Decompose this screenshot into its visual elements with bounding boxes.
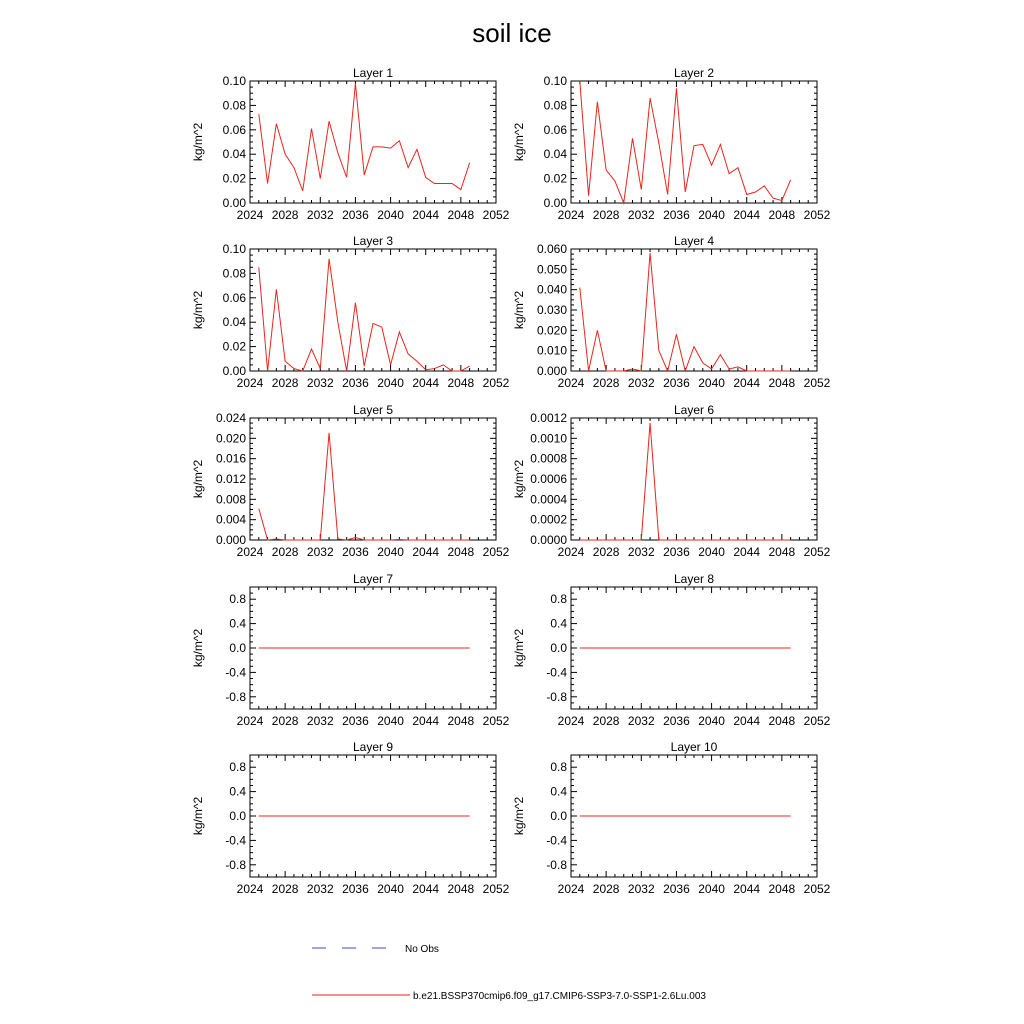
legend-label-model-run: b.e21.BSSP370cmip6.f09_g17.CMIP6-SSP3-7.0-SSP1-2.6Lu.003 [413, 991, 706, 1002]
y-tick-label: 0.8 [550, 592, 567, 607]
y-axis-label: kg/m^2 [512, 459, 526, 499]
x-tick-label: 2044 [412, 714, 440, 728]
x-tick-label: 2028 [592, 376, 620, 390]
y-tick-label: 0.00 [222, 196, 246, 210]
x-tick-label: 2036 [342, 714, 369, 728]
legend-label-no-obs: No Obs [405, 944, 439, 955]
x-tick-label: 2036 [663, 714, 690, 728]
y-tick-label: 0.4 [229, 616, 246, 631]
panels-grid [191, 66, 831, 896]
y-tick-label: 0.050 [536, 262, 567, 277]
x-tick-label: 2032 [627, 545, 655, 559]
x-tick-label: 2036 [342, 545, 369, 559]
y-tick-label: 0.4 [550, 616, 567, 631]
y-tick-label: 0.0 [550, 809, 567, 823]
x-tick-label: 2044 [412, 208, 440, 222]
y-tick-label: 0.08 [222, 266, 246, 281]
x-tick-label: 2036 [663, 208, 690, 222]
y-tick-label: -0.8 [225, 689, 246, 704]
x-tick-label: 2040 [698, 882, 725, 896]
y-axis-label: kg/m^2 [512, 628, 526, 668]
y-tick-label: 0.04 [222, 147, 246, 162]
x-tick-label: 2044 [733, 714, 761, 728]
x-tick-label: 2032 [627, 882, 655, 896]
y-tick-label: 0.000 [215, 533, 246, 547]
x-tick-label: 2052 [803, 545, 831, 559]
y-tick-label: 0.016 [215, 451, 246, 466]
x-tick-label: 2044 [733, 545, 761, 559]
x-tick-label: 2024 [557, 545, 585, 559]
series-line-model-run [259, 433, 470, 540]
x-tick-label: 2044 [733, 882, 761, 896]
y-tick-label: 0.0 [550, 641, 567, 655]
x-tick-label: 2024 [236, 714, 264, 728]
y-tick-label: 0.08 [222, 98, 246, 113]
y-tick-label: 0.00 [543, 196, 567, 210]
y-tick-label: 0.8 [229, 592, 246, 607]
y-axis-label: kg/m^2 [191, 290, 205, 330]
x-tick-label: 2032 [627, 208, 655, 222]
panel-title: Layer 7 [352, 572, 394, 586]
y-tick-label: 0.8 [550, 760, 567, 775]
y-tick-label: 0.024 [215, 411, 246, 425]
y-tick-label: 0.06 [222, 290, 246, 305]
y-tick-label: -0.8 [546, 857, 567, 872]
x-tick-label: 2052 [482, 208, 510, 222]
x-tick-label: 2024 [236, 208, 264, 222]
y-tick-label: 0.06 [222, 122, 246, 137]
legend-entry-model-run [312, 991, 706, 1002]
chart-panel-layer-10 [512, 740, 831, 896]
x-tick-label: 2040 [377, 714, 404, 728]
x-tick-label: 2048 [447, 376, 475, 390]
y-tick-label: 0.10 [543, 74, 567, 88]
x-tick-label: 2040 [698, 714, 725, 728]
x-tick-label: 2024 [557, 376, 585, 390]
y-tick-label: 0.0008 [530, 451, 567, 466]
x-tick-label: 2044 [412, 545, 440, 559]
x-tick-label: 2052 [482, 545, 510, 559]
series-line-model-run [580, 81, 791, 203]
y-tick-label: 0.02 [543, 171, 567, 186]
x-tick-label: 2024 [236, 545, 264, 559]
x-tick-label: 2044 [412, 882, 440, 896]
y-tick-label: 0.0 [229, 641, 246, 655]
y-axis-label: kg/m^2 [512, 796, 526, 836]
chart-panel-layer-5 [191, 403, 510, 559]
legend [312, 944, 706, 1002]
x-tick-label: 2040 [698, 208, 725, 222]
y-tick-label: 0.02 [222, 339, 246, 354]
x-tick-label: 2052 [803, 882, 831, 896]
y-tick-label: 0.08 [543, 98, 567, 113]
plot-frame [571, 81, 817, 203]
x-tick-label: 2048 [447, 208, 475, 222]
panel-title: Layer 6 [673, 403, 715, 417]
panel-title: Layer 1 [352, 66, 394, 80]
plot-frame [250, 81, 496, 203]
x-tick-label: 2032 [306, 545, 334, 559]
y-tick-label: 0.030 [536, 303, 567, 317]
y-tick-label: 0.0012 [530, 411, 567, 425]
x-tick-label: 2036 [342, 208, 369, 222]
x-tick-label: 2048 [768, 714, 796, 728]
y-tick-label: 0.04 [222, 315, 246, 330]
figure-title: soil ice [472, 18, 552, 48]
x-tick-label: 2044 [733, 376, 761, 390]
chart-panel-layer-9 [191, 740, 510, 896]
x-tick-label: 2032 [306, 208, 334, 222]
y-tick-label: 0.00 [222, 364, 246, 378]
y-tick-label: -0.8 [225, 857, 246, 872]
y-axis-label: kg/m^2 [191, 796, 205, 836]
y-tick-label: 0.012 [215, 472, 246, 486]
y-tick-label: 0.4 [229, 784, 246, 799]
y-tick-label: -0.8 [546, 689, 567, 704]
y-tick-label: -0.4 [225, 833, 246, 848]
x-tick-label: 2036 [663, 882, 690, 896]
y-axis-label: kg/m^2 [191, 122, 205, 162]
x-tick-label: 2052 [482, 376, 510, 390]
y-axis-label: kg/m^2 [191, 459, 205, 499]
plot-frame [250, 418, 496, 540]
x-tick-label: 2040 [377, 545, 404, 559]
y-tick-label: 0.000 [536, 364, 567, 378]
x-tick-label: 2028 [592, 545, 620, 559]
y-axis-label: kg/m^2 [512, 290, 526, 330]
x-tick-label: 2040 [698, 545, 725, 559]
y-tick-label: 0.10 [222, 242, 246, 256]
x-tick-label: 2028 [592, 882, 620, 896]
y-tick-label: 0.0002 [530, 512, 567, 527]
x-tick-label: 2024 [557, 208, 585, 222]
x-tick-label: 2052 [482, 714, 510, 728]
y-tick-label: 0.0000 [530, 533, 567, 547]
panel-title: Layer 4 [673, 234, 715, 248]
x-tick-label: 2036 [342, 376, 369, 390]
x-tick-label: 2032 [627, 376, 655, 390]
chart-panel-layer-8 [512, 572, 831, 728]
y-tick-label: 0.8 [229, 760, 246, 775]
x-tick-label: 2028 [271, 208, 299, 222]
y-tick-label: 0.02 [222, 171, 246, 186]
chart-panel-layer-1 [191, 66, 510, 222]
panel-title: Layer 8 [673, 572, 715, 586]
panel-title: Layer 10 [670, 740, 718, 754]
y-axis-label: kg/m^2 [191, 628, 205, 668]
x-tick-label: 2044 [733, 208, 761, 222]
series-line-model-run [580, 423, 791, 540]
y-tick-label: 0.004 [215, 512, 246, 527]
chart-panel-layer-6 [512, 403, 831, 559]
x-tick-label: 2048 [447, 714, 475, 728]
x-tick-label: 2036 [663, 545, 690, 559]
y-tick-label: -0.4 [546, 833, 567, 848]
panel-title: Layer 5 [352, 403, 394, 417]
x-tick-label: 2032 [306, 882, 334, 896]
x-tick-label: 2024 [236, 376, 264, 390]
x-tick-label: 2028 [271, 714, 299, 728]
x-tick-label: 2028 [271, 545, 299, 559]
series-line-model-run [580, 253, 791, 371]
x-tick-label: 2028 [271, 882, 299, 896]
chart-panel-layer-2 [512, 66, 831, 222]
y-tick-label: 0.008 [215, 492, 246, 507]
x-tick-label: 2032 [306, 376, 334, 390]
x-tick-label: 2040 [698, 376, 725, 390]
y-tick-label: 0.0006 [530, 472, 567, 486]
x-tick-label: 2024 [557, 882, 585, 896]
plot-frame [571, 249, 817, 371]
x-tick-label: 2048 [768, 545, 796, 559]
y-tick-label: -0.4 [225, 665, 246, 680]
y-tick-label: 0.04 [543, 147, 567, 162]
x-tick-label: 2052 [803, 376, 831, 390]
x-tick-label: 2028 [271, 376, 299, 390]
y-tick-label: 0.4 [550, 784, 567, 799]
panel-title: Layer 2 [673, 66, 715, 80]
x-tick-label: 2036 [663, 376, 690, 390]
x-tick-label: 2024 [557, 714, 585, 728]
y-tick-label: 0.020 [215, 431, 246, 446]
x-tick-label: 2032 [627, 714, 655, 728]
x-tick-label: 2048 [447, 882, 475, 896]
x-tick-label: 2040 [377, 208, 404, 222]
series-line-model-run [259, 83, 470, 190]
x-tick-label: 2052 [482, 882, 510, 896]
chart-panel-layer-7 [191, 572, 510, 728]
chart-panel-layer-3 [191, 234, 510, 390]
x-tick-label: 2036 [342, 882, 369, 896]
y-tick-label: 0.010 [536, 343, 567, 358]
x-tick-label: 2032 [306, 714, 334, 728]
y-tick-label: 0.06 [543, 122, 567, 137]
x-tick-label: 2044 [412, 376, 440, 390]
x-tick-label: 2028 [592, 208, 620, 222]
series-line-model-run [259, 259, 470, 371]
x-tick-label: 2052 [803, 714, 831, 728]
x-tick-label: 2048 [447, 545, 475, 559]
y-tick-label: 0.10 [222, 74, 246, 88]
x-tick-label: 2040 [377, 376, 404, 390]
x-tick-label: 2052 [803, 208, 831, 222]
panel-title: Layer 3 [352, 234, 394, 248]
legend-entry-no-obs [312, 944, 439, 955]
y-tick-label: 0.040 [536, 282, 567, 297]
y-tick-label: 0.0010 [530, 431, 567, 446]
x-tick-label: 2048 [768, 208, 796, 222]
y-tick-label: 0.060 [536, 242, 567, 256]
y-tick-label: 0.0 [229, 809, 246, 823]
y-tick-label: 0.020 [536, 323, 567, 338]
x-tick-label: 2028 [592, 714, 620, 728]
plot-frame [571, 418, 817, 540]
x-tick-label: 2040 [377, 882, 404, 896]
y-tick-label: 0.0004 [530, 492, 567, 507]
x-tick-label: 2048 [768, 376, 796, 390]
x-tick-label: 2024 [236, 882, 264, 896]
x-tick-label: 2048 [768, 882, 796, 896]
y-tick-label: -0.4 [546, 665, 567, 680]
panel-title: Layer 9 [352, 740, 394, 754]
chart-panel-layer-4 [512, 234, 831, 390]
y-axis-label: kg/m^2 [512, 122, 526, 162]
plot-frame [250, 249, 496, 371]
